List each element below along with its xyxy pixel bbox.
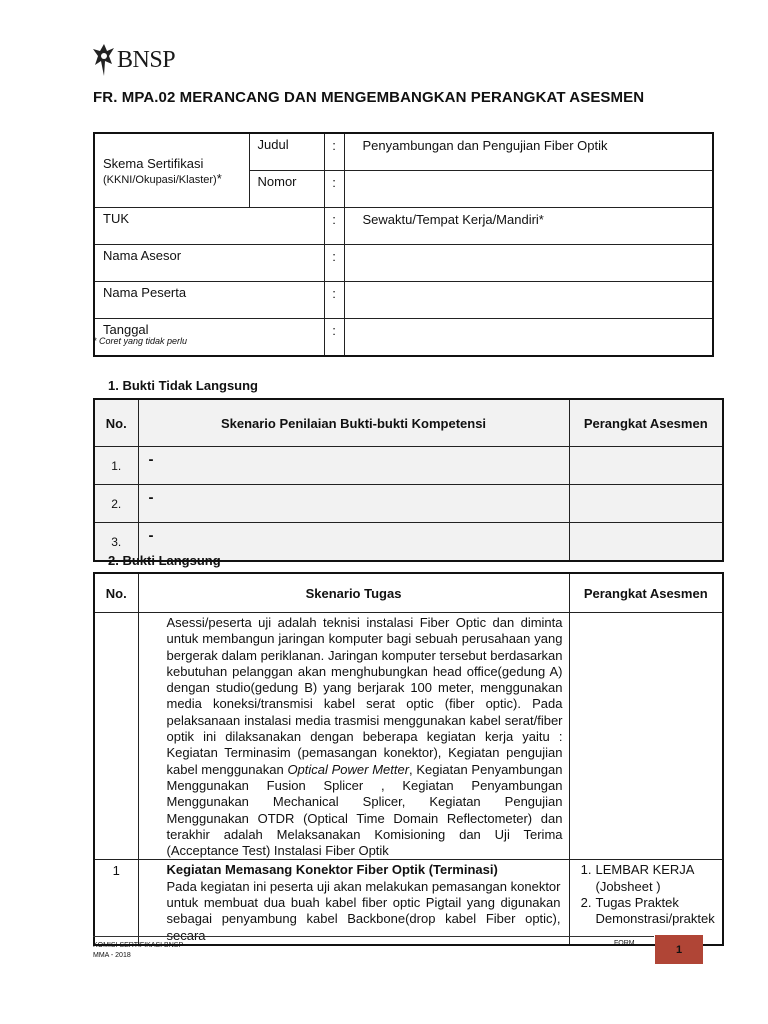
row-no: 1. xyxy=(94,447,138,485)
col-tools: Perangkat Asesmen xyxy=(569,399,723,447)
intro-text: , Kegiatan Penyambungan Menggunakan Fusion Splicer , Kegiatan Penyambungan Menggunakan Mechanical Splicer, Kegiatan Pengujian Menggunakan OTDR (Optical Time Domain Reflectometer) dan terakhir adalah Melaksanakan Komisioning dan Uji Terima (Acceptance Test) Instalasi Fiber Optik xyxy=(166,761,563,859)
footer-code: MMA - 2018 xyxy=(93,952,131,959)
nomor-value[interactable] xyxy=(344,171,713,208)
judul-value[interactable]: Penyambungan dan Pengujian Fiber Optik xyxy=(344,133,713,171)
col-scenario: Skenario Tugas xyxy=(138,573,569,613)
row-scenario[interactable]: - xyxy=(138,485,569,523)
row-tools xyxy=(569,613,723,860)
item-text: LEMBAR KERJA xyxy=(595,862,695,878)
section2-heading: 2. Bukti Langsung xyxy=(108,553,221,568)
tuk-label: TUK xyxy=(94,208,324,245)
row-tools[interactable] xyxy=(569,447,723,485)
footer-divider xyxy=(93,936,654,937)
col-tools: Perangkat Asesmen xyxy=(569,573,723,613)
garuda-emblem-icon xyxy=(92,42,116,78)
colon: : xyxy=(324,245,344,282)
colon: : xyxy=(324,282,344,319)
row-scenario[interactable]: - xyxy=(138,523,569,562)
tuk-value[interactable]: Sewaktu/Tempat Kerja/Mandiri* xyxy=(344,208,713,245)
skema-sub: (KKNI/Okupasi/Klaster) xyxy=(103,173,217,186)
skema-label: Skema Sertifikasi xyxy=(103,155,204,171)
table-row xyxy=(94,860,723,945)
intro-emphasis: Optical Power Metter xyxy=(287,761,410,777)
activity-title: Kegiatan Memasang Konektor Fiber Optik (Terminasi) xyxy=(166,862,498,878)
item-num: 2. xyxy=(580,895,592,911)
direct-evidence-table xyxy=(93,572,724,946)
asesor-value[interactable] xyxy=(344,245,713,282)
list-item xyxy=(570,895,723,911)
colon: : xyxy=(324,171,344,208)
activity-text: Pada kegiatan ini peserta uji akan melakukan pemasangan konektor untuk membuat dua buah kabel fiber optic Pigtail yang digunakan sebagai penyambung kabel Backbone(drop kabel Fiber optic), secara xyxy=(166,878,561,943)
tools-list xyxy=(570,860,723,927)
row-no: 2. xyxy=(94,485,138,523)
skema-star: * xyxy=(216,170,222,186)
intro-text: Asessi/peserta uji adalah teknisi instalasi Fiber Optic dan diminta untuk membangun jaringan komputer bagi sebuah perusahaan yang bergerak dalam periklanan. Jaringan komputer tersebut berdasarkan kebutuhan pelanggan akan menghubungkan head office(gedung A) dengan studio(gedung B) yang berjarak 100 meter, menggunakan media koneksi/transmisi kabel serat optic (fiber optic). Pada pelaksanaan instalasi media trasmisi menggunakan kabel serat/fiber optik ini dilaksanakan dengan beberapa kegiatan kerja yaitu : Kegiatan Terminasim (pemasangan konektor), Kegiatan pengujian kabel menggunakan xyxy=(166,615,563,777)
colon: : xyxy=(324,208,344,245)
colon: : xyxy=(324,319,344,357)
page-number: 1 xyxy=(655,935,703,964)
col-no: No. xyxy=(94,573,138,613)
indirect-evidence-table xyxy=(93,398,724,562)
footer-org xyxy=(93,941,183,961)
judul-label: Judul xyxy=(249,133,324,171)
list-item xyxy=(570,862,723,878)
item-text: Tugas Praktek xyxy=(595,895,679,911)
skema-label-cell xyxy=(94,133,249,208)
tanggal-value[interactable] xyxy=(344,319,713,357)
peserta-label: Nama Peserta xyxy=(94,282,324,319)
table-row xyxy=(94,485,723,523)
logo-text: BNSP xyxy=(117,46,176,73)
footer-org-name: KOMISI SERTIFIKASI BNSP xyxy=(93,942,184,949)
item-text: (Jobsheet ) xyxy=(595,878,661,894)
col-scenario: Skenario Penilaian Bukti-bukti Kompetensi xyxy=(138,399,569,447)
task-activity xyxy=(138,860,569,945)
section1-heading: 1. Bukti Tidak Langsung xyxy=(108,378,259,393)
footer-form-label: FORM xyxy=(614,940,635,947)
list-item xyxy=(570,879,723,895)
list-item xyxy=(570,911,723,927)
page-title: FR. MPA.02 MERANCANG DAN MENGEMBANGKAN PERANGKAT ASESMEN xyxy=(93,89,645,106)
row-tools[interactable] xyxy=(569,523,723,562)
tanggal-label: Tanggal xyxy=(94,319,324,357)
col-no: No. xyxy=(94,399,138,447)
table-row xyxy=(94,613,723,860)
row-no: 3. xyxy=(94,523,138,562)
note: * Coret yang tidak perlu xyxy=(93,336,188,346)
row-no xyxy=(94,613,138,860)
info-table xyxy=(93,132,714,357)
nomor-label: Nomor xyxy=(249,171,324,208)
row-tools xyxy=(569,860,723,945)
row-scenario[interactable]: - xyxy=(138,447,569,485)
bnsp-logo xyxy=(92,42,175,78)
table-row xyxy=(94,447,723,485)
peserta-value[interactable] xyxy=(344,282,713,319)
row-tools[interactable] xyxy=(569,485,723,523)
colon: : xyxy=(324,133,344,171)
asesor-label: Nama Asesor xyxy=(94,245,324,282)
item-text: Demonstrasi/praktek xyxy=(595,911,715,927)
row-no: 1 xyxy=(94,860,138,945)
task-intro xyxy=(138,613,569,860)
item-num: 1. xyxy=(580,862,592,878)
